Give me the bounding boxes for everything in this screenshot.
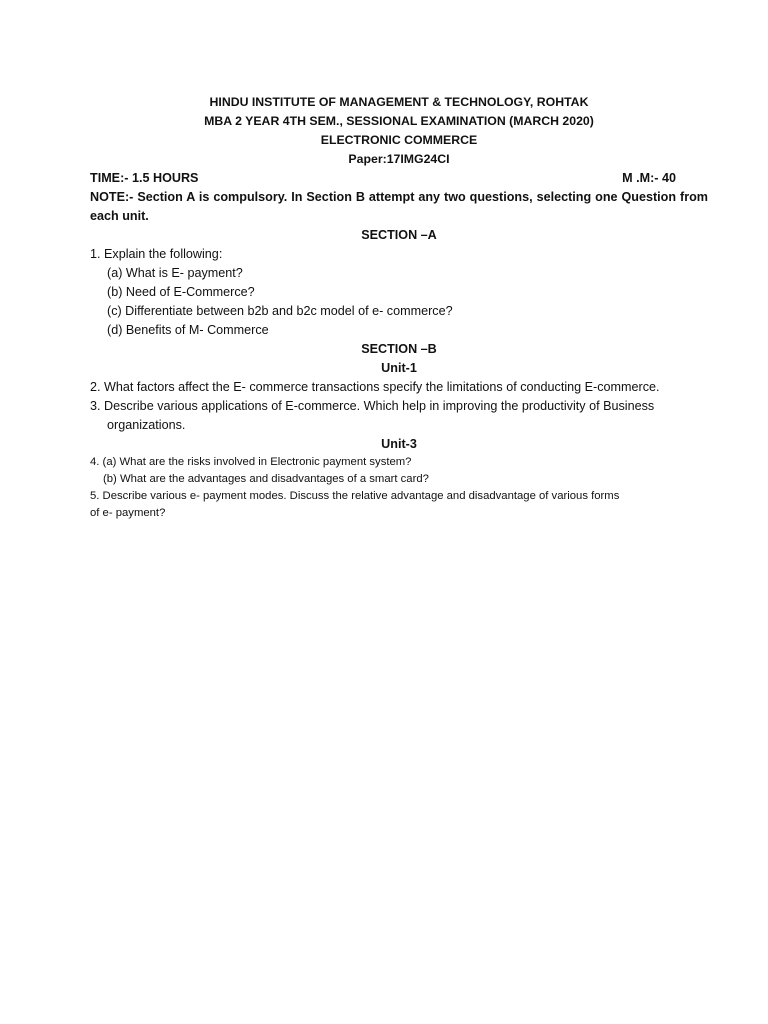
question-3-line-2: organizations. (107, 418, 186, 432)
question-5-line-1: 5. Describe various e- payment modes. Discuss the relative advantage and disadvantage of various forms (90, 490, 620, 502)
institute-name: HINDU INSTITUTE OF MANAGEMENT & TECHNOLOGY, ROHTAK (209, 95, 589, 109)
instructions-note: NOTE:- Section A is compulsory. In Section B attempt any two questions, selecting one Question from each unit. (90, 190, 708, 223)
unit-3-title: Unit-3 (381, 437, 417, 451)
question-4a: 4. (a) What are the risks involved in Electronic payment system? (90, 456, 412, 468)
question-1: 1. Explain the following: (90, 247, 223, 261)
unit-1-title: Unit-1 (381, 361, 417, 375)
question-5-line-2: of e- payment? (90, 507, 166, 519)
subject-title: ELECTRONIC COMMERCE (320, 133, 478, 147)
section-b-title: SECTION –B (361, 342, 437, 356)
question-1a: (a) What is E- payment? (107, 266, 243, 280)
time-marks-row (90, 169, 708, 188)
question-1b: (b) Need of E-Commerce? (107, 285, 255, 299)
paper-code: Paper:17IMG24CI (348, 152, 450, 166)
exam-paper (90, 93, 708, 522)
time-allowed: TIME:- 1.5 HOURS (90, 171, 199, 185)
section-a-title: SECTION –A (361, 228, 437, 242)
max-marks: M .M:- 40 (622, 171, 676, 185)
question-2: 2. What factors affect the E- commerce transactions specify the limitations of conducting E-commerce. (90, 380, 660, 394)
question-4b: (b) What are the advantages and disadvantages of a smart card? (103, 473, 429, 485)
exam-title: MBA 2 YEAR 4TH SEM., SESSIONAL EXAMINATION (MARCH 2020) (204, 114, 594, 128)
question-1c: (c) Differentiate between b2b and b2c model of e- commerce? (107, 304, 453, 318)
unit-3-questions (90, 454, 708, 522)
question-3-line-1: 3. Describe various applications of E-commerce. Which help in improving the productivity of Business (90, 399, 655, 413)
question-1d: (d) Benefits of M- Commerce (107, 323, 269, 337)
